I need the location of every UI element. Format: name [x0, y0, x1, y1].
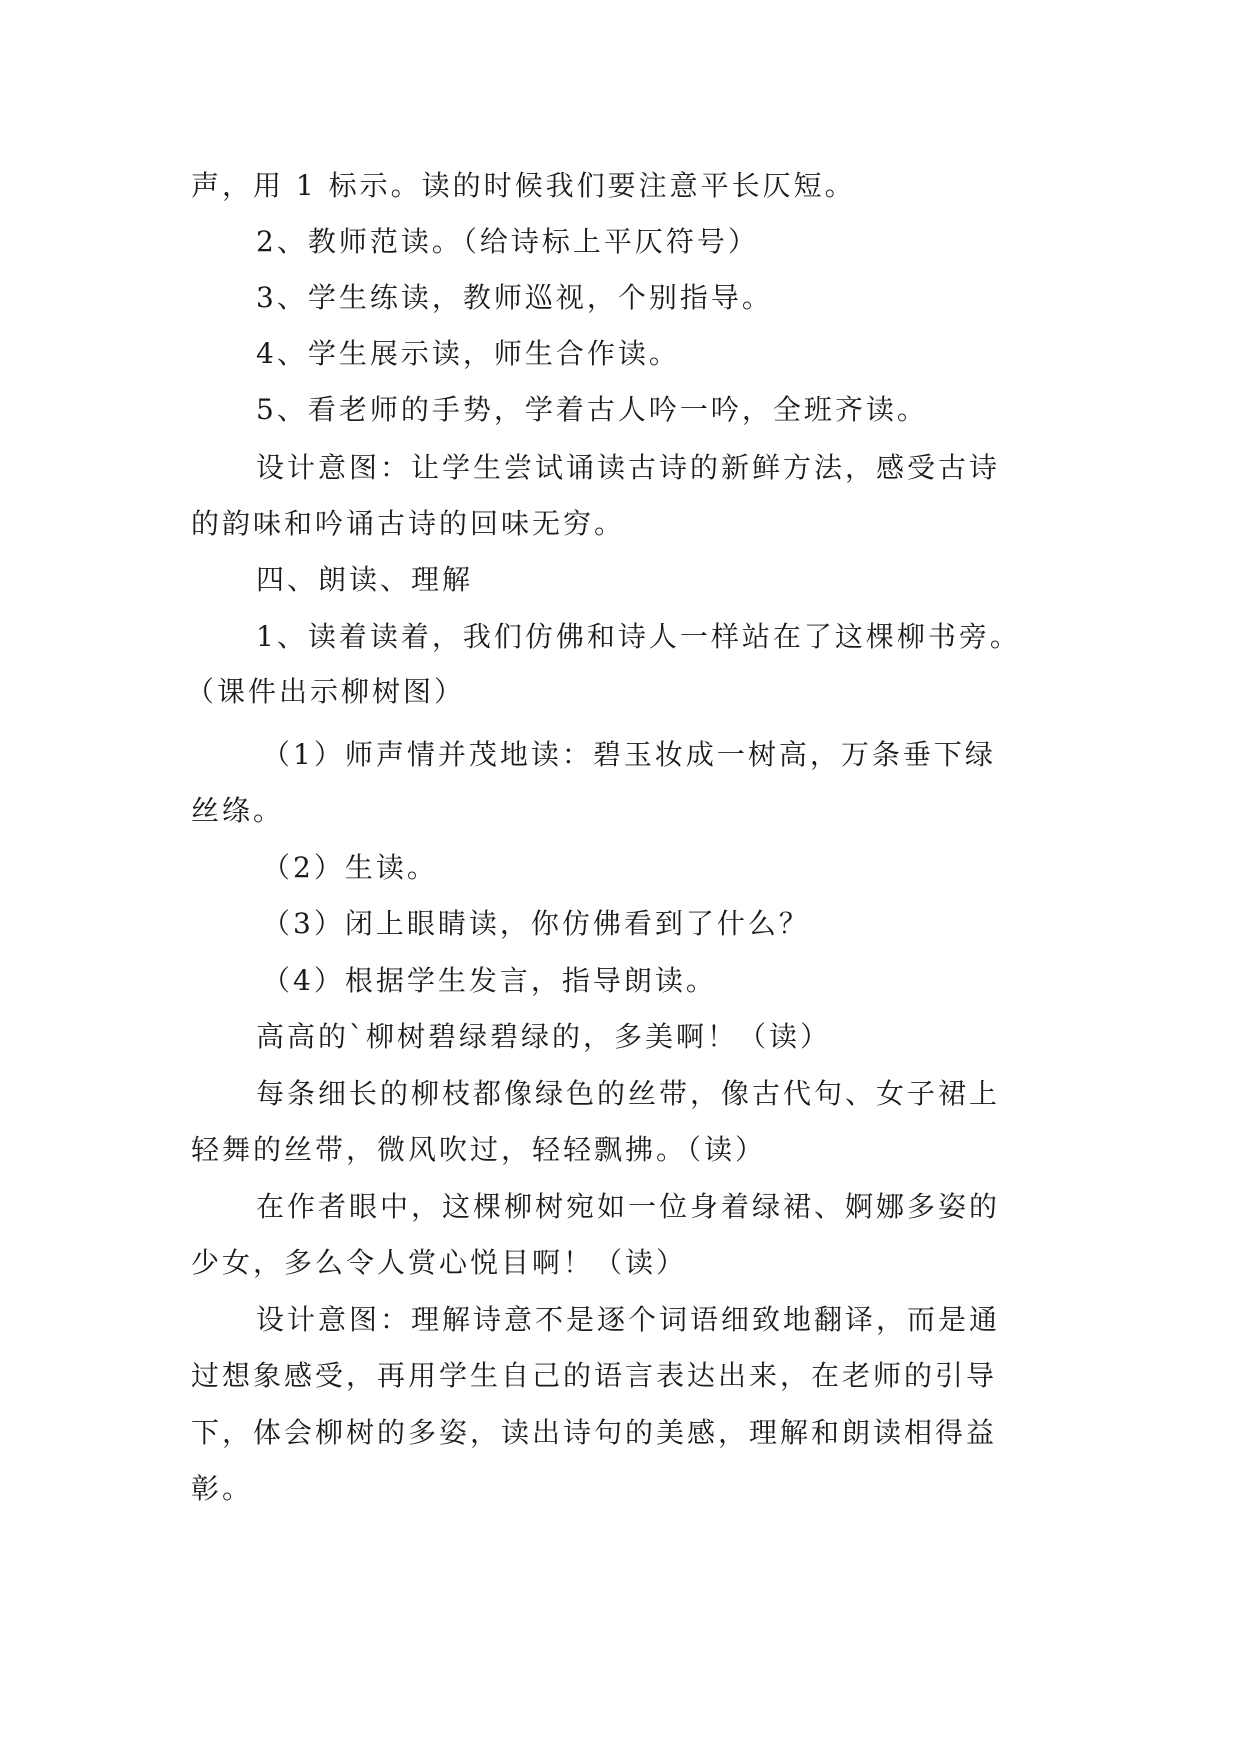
- text-line: 彰。: [191, 1472, 254, 1505]
- text-line: （2）生读。: [262, 851, 438, 884]
- text-line: 少女，多么令人赏心悦目啊！（读）: [191, 1246, 688, 1279]
- text-line: 的韵味和吟诵古诗的回味无穷。: [191, 507, 626, 540]
- text-line: 丝绦。: [191, 794, 285, 827]
- text-line: 4、学生展示读，师生合作读。: [256, 337, 680, 370]
- text-line: 轻舞的丝带，微风吹过，轻轻飘拂。（读）: [191, 1133, 767, 1166]
- text-line: 在作者眼中，这棵柳树宛如一位身着绿裙、婀娜多姿的: [256, 1190, 1001, 1223]
- text-line: 3、学生练读，教师巡视，个别指导。: [256, 281, 773, 314]
- text-line: （4）根据学生发言，指导朗读。: [262, 964, 717, 997]
- text-line: 5、看老师的手势，学着古人吟一吟，全班齐读。: [256, 393, 928, 426]
- text-line: 设计意图：理解诗意不是逐个词语细致地翻译，而是通: [256, 1303, 1001, 1336]
- text-line: （3）闭上眼睛读，你仿佛看到了什么？: [262, 907, 810, 940]
- text-line: （课件出示柳树图）: [186, 675, 466, 708]
- text-line: 2、教师范读。（给诗标上平仄符号）: [256, 225, 759, 258]
- text-line: 过想象感受，再用学生自己的语言表达出来，在老师的引导: [191, 1359, 998, 1392]
- text-line: 声，用 1 标示。读的时候我们要注意平长仄短。: [191, 169, 856, 202]
- text-line: 设计意图：让学生尝试诵读古诗的新鲜方法，感受古诗: [256, 451, 1001, 484]
- text-line: 下，体会柳树的多姿，读出诗句的美感，理解和朗读相得益: [191, 1416, 998, 1449]
- text-line: 1、读着读着，我们仿佛和诗人一样站在了这棵柳书旁。: [256, 620, 1021, 653]
- text-line: 高高的`柳树碧绿碧绿的，多美啊！（读）: [256, 1020, 832, 1053]
- text-line: （1）师声情并茂地读：碧玉妆成一树高，万条垂下绿: [262, 738, 996, 771]
- text-line: 每条细长的柳枝都像绿色的丝带，像古代句、女子裙上: [256, 1077, 1001, 1110]
- section-heading: 四、朗读、理解: [256, 563, 474, 596]
